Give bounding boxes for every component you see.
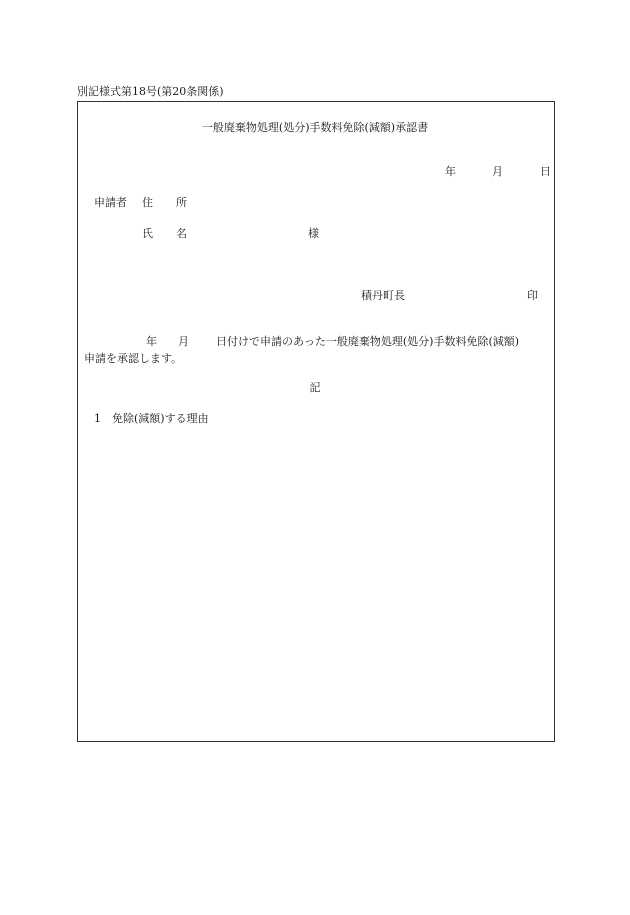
item-text: 免除(減額)する理由	[112, 412, 209, 425]
body-month-label: 月	[178, 335, 189, 348]
date-year-label: 年	[445, 165, 456, 178]
document-title: 一般廃棄物処理(処分)手数料免除(減額)承認書	[201, 121, 429, 134]
date-day-label: 日	[540, 165, 551, 178]
form-reference: 別記様式第18号(第20条関係)	[77, 85, 224, 98]
seal-mark: 印	[527, 289, 538, 302]
body-year-label: 年	[146, 335, 157, 348]
item-number: 1	[94, 412, 101, 425]
name-label-char-1: 氏	[142, 227, 153, 240]
honorific-sama: 様	[308, 227, 319, 240]
ki-heading: 記	[309, 381, 321, 394]
name-label-char-2: 名	[176, 227, 187, 240]
body-text-line-2: 申請を承認します。	[84, 352, 183, 365]
issuer-title: 積丹町長	[361, 289, 405, 302]
body-text-line-1: 日付けで申請のあった一般廃棄物処理(処分)手数料免除(減額)	[216, 335, 520, 348]
address-label-char-2: 所	[176, 196, 187, 209]
date-month-label: 月	[492, 165, 503, 178]
address-label-char-1: 住	[142, 196, 153, 209]
applicant-label: 申請者	[94, 196, 127, 209]
